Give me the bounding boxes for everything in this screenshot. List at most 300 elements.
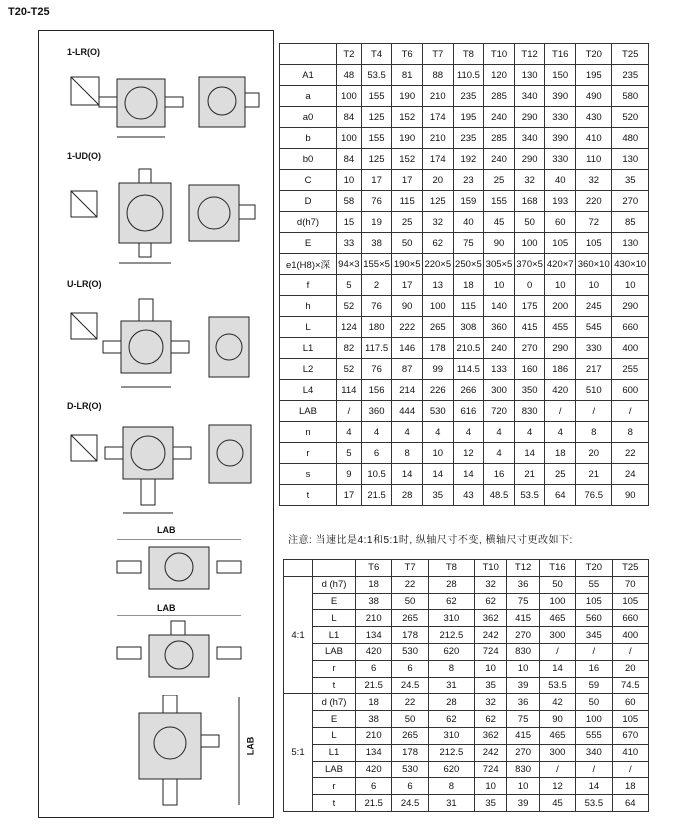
table-cell: 420 xyxy=(356,643,392,660)
table-cell: 120 xyxy=(484,65,515,86)
table-cell: 300 xyxy=(539,744,575,761)
table-cell: 8 xyxy=(428,778,474,795)
table-cell: 362 xyxy=(474,610,506,627)
table-cell: 340 xyxy=(576,744,612,761)
table-row xyxy=(280,233,649,254)
table-cell: 24.5 xyxy=(392,795,428,812)
table-cell: 265 xyxy=(422,317,453,338)
table-cell: 178 xyxy=(392,627,428,644)
table-cell: 100 xyxy=(514,233,545,254)
table-cell: 545 xyxy=(576,317,612,338)
table-cell: 290 xyxy=(545,338,576,359)
table-cell: 178 xyxy=(392,744,428,761)
table-cell: / xyxy=(337,401,362,422)
row-label: b xyxy=(280,128,337,149)
table-cell: 125 xyxy=(361,107,392,128)
table-row xyxy=(280,422,649,443)
table-cell: 133 xyxy=(484,359,515,380)
table-cell: 415 xyxy=(514,317,545,338)
table-cell: 430×10 xyxy=(612,254,649,275)
table-cell: 32 xyxy=(422,212,453,233)
table-cell: / xyxy=(545,401,576,422)
table-cell: 18 xyxy=(453,275,484,296)
table-cell: 82 xyxy=(337,338,362,359)
table-cell: 88 xyxy=(422,65,453,86)
drawing-lab-2 xyxy=(109,615,249,685)
table-cell: 220 xyxy=(576,191,612,212)
table-cell: 25 xyxy=(392,212,423,233)
table-cell: 75 xyxy=(453,233,484,254)
table-cell: 74.5 xyxy=(612,677,648,694)
table-cell: 285 xyxy=(484,86,515,107)
table-cell: 6 xyxy=(361,443,392,464)
table-cell: 200 xyxy=(545,296,576,317)
table-cell: 64 xyxy=(545,485,576,506)
table-cell: 45 xyxy=(484,212,515,233)
table-cell: 84 xyxy=(337,107,362,128)
table-cell: 14 xyxy=(422,464,453,485)
table-cell: 190×5 xyxy=(392,254,423,275)
row-label: n xyxy=(280,422,337,443)
table-cell: 210 xyxy=(356,610,392,627)
table-cell: 155×5 xyxy=(361,254,392,275)
table-cell: 53.5 xyxy=(361,65,392,86)
table-row xyxy=(280,464,649,485)
table-cell: 616 xyxy=(453,401,484,422)
table-cell: 50 xyxy=(514,212,545,233)
table-cell: 21.5 xyxy=(361,485,392,506)
table-cell: 130 xyxy=(612,233,649,254)
table-cell: 50 xyxy=(392,711,428,728)
table-row xyxy=(280,65,649,86)
table-cell: 62 xyxy=(474,711,506,728)
table-cell: 178 xyxy=(422,338,453,359)
table-cell: 32 xyxy=(474,576,506,593)
table-cell: 10 xyxy=(474,778,506,795)
table-cell: 4 xyxy=(484,422,515,443)
table-cell: 530 xyxy=(422,401,453,422)
column-header: T20 xyxy=(576,560,612,577)
table-cell: / xyxy=(576,401,612,422)
table-cell: 32 xyxy=(576,170,612,191)
column-header: T2 xyxy=(337,44,362,65)
table-cell: 105 xyxy=(612,711,648,728)
row-label: E xyxy=(313,711,356,728)
table-row xyxy=(284,694,649,711)
table-cell: 22 xyxy=(392,694,428,711)
table-row xyxy=(280,86,649,107)
row-label: d(h7) xyxy=(280,212,337,233)
table-cell: 4 xyxy=(392,422,423,443)
table-cell: 114.5 xyxy=(453,359,484,380)
table-cell: 60 xyxy=(545,212,576,233)
column-header: T8 xyxy=(453,44,484,65)
table-cell: 195 xyxy=(576,65,612,86)
table-cell: 420 xyxy=(545,380,576,401)
table-cell: 400 xyxy=(612,627,648,644)
drawing-label-1ud: 1-UD(O) xyxy=(67,151,101,161)
table-cell: 48.5 xyxy=(484,485,515,506)
table-cell: 25 xyxy=(545,464,576,485)
table-cell: 114 xyxy=(337,380,362,401)
table-cell: 465 xyxy=(539,610,575,627)
table-cell: 220×5 xyxy=(422,254,453,275)
table-cell: 105 xyxy=(576,593,612,610)
table-cell: 21.5 xyxy=(356,795,392,812)
table-cell: 22 xyxy=(612,443,649,464)
table-cell: 305×5 xyxy=(484,254,515,275)
row-label: LAB xyxy=(313,761,356,778)
table-cell: 720 xyxy=(484,401,515,422)
table-cell: 23 xyxy=(453,170,484,191)
table-cell: 76 xyxy=(361,296,392,317)
table-cell: 84 xyxy=(337,149,362,170)
table-cell: 724 xyxy=(474,761,506,778)
row-label: LAB xyxy=(280,401,337,422)
table-cell: 40 xyxy=(545,170,576,191)
row-label: t xyxy=(313,795,356,812)
row-label: L xyxy=(313,610,356,627)
table-cell: 140 xyxy=(484,296,515,317)
table-cell: 560 xyxy=(576,610,612,627)
table-cell: 33 xyxy=(337,233,362,254)
table-cell: 330 xyxy=(576,338,612,359)
table-cell: 240 xyxy=(484,149,515,170)
table-row xyxy=(284,711,649,728)
table-cell: 168 xyxy=(514,191,545,212)
table-cell: 60 xyxy=(612,694,648,711)
ratio-label: 5:1 xyxy=(284,694,313,812)
table-cell: 330 xyxy=(545,107,576,128)
table-cell: 62 xyxy=(422,233,453,254)
row-label: L1 xyxy=(313,744,356,761)
row-label: r xyxy=(313,778,356,795)
table-cell: 350 xyxy=(514,380,545,401)
table-cell: 242 xyxy=(474,744,506,761)
table-row xyxy=(280,128,649,149)
table-cell: 6 xyxy=(392,660,428,677)
table-cell: 285 xyxy=(484,128,515,149)
table-cell: 8 xyxy=(576,422,612,443)
table-cell: 190 xyxy=(392,128,423,149)
table-cell: 180 xyxy=(361,317,392,338)
table-cell: 115 xyxy=(453,296,484,317)
table-cell: / xyxy=(612,643,648,660)
table-row xyxy=(280,191,649,212)
table-cell: 17 xyxy=(337,485,362,506)
row-label: C xyxy=(280,170,337,191)
table-cell: 36 xyxy=(507,694,539,711)
row-label: L xyxy=(313,727,356,744)
table-cell: 12 xyxy=(539,778,575,795)
column-header: T8 xyxy=(428,560,474,577)
table-cell: 21.5 xyxy=(356,677,392,694)
table-cell: 75 xyxy=(507,593,539,610)
table-cell: 125 xyxy=(361,149,392,170)
row-label: L1 xyxy=(313,627,356,644)
column-header: T16 xyxy=(539,560,575,577)
table-cell: 265 xyxy=(392,610,428,627)
table-cell: 345 xyxy=(576,627,612,644)
table-cell: 212.5 xyxy=(428,744,474,761)
table-cell: 210 xyxy=(356,727,392,744)
table-cell: 8 xyxy=(392,443,423,464)
table-cell: / xyxy=(539,761,575,778)
table-cell: 43 xyxy=(453,485,484,506)
table-cell: 620 xyxy=(428,761,474,778)
table-cell: 212.5 xyxy=(428,627,474,644)
table-cell: 12 xyxy=(453,443,484,464)
row-label: E xyxy=(313,593,356,610)
table-cell: 415 xyxy=(507,727,539,744)
table-cell: 195 xyxy=(453,107,484,128)
table-cell: 125 xyxy=(422,191,453,212)
table-cell: 490 xyxy=(576,86,612,107)
row-label: L xyxy=(280,317,337,338)
row-label: a0 xyxy=(280,107,337,128)
table-row xyxy=(280,107,649,128)
table-cell: 100 xyxy=(576,711,612,728)
table-cell: 5 xyxy=(337,275,362,296)
table-cell: 25 xyxy=(484,170,515,191)
table-cell: 160 xyxy=(514,359,545,380)
column-header: T25 xyxy=(612,44,649,65)
row-label: LAB xyxy=(313,643,356,660)
table-cell: 85 xyxy=(612,212,649,233)
table-cell: 217 xyxy=(576,359,612,380)
table-cell: 362 xyxy=(474,727,506,744)
column-header: T20 xyxy=(576,44,612,65)
table-cell: 62 xyxy=(428,711,474,728)
table-cell: 10 xyxy=(337,170,362,191)
table-cell: 53.5 xyxy=(539,677,575,694)
table-cell: 105 xyxy=(576,233,612,254)
table-cell: 38 xyxy=(356,593,392,610)
drawing-ulr xyxy=(59,291,269,396)
table-cell: 250×5 xyxy=(453,254,484,275)
table-cell: 340 xyxy=(514,128,545,149)
main-dimension-table xyxy=(279,43,649,506)
table-cell: 660 xyxy=(612,317,649,338)
table-cell: 90 xyxy=(612,485,649,506)
table-cell: 28 xyxy=(428,576,474,593)
table-cell: 580 xyxy=(612,86,649,107)
table-cell: 22 xyxy=(392,576,428,593)
table-cell: 600 xyxy=(612,380,649,401)
table-cell: 130 xyxy=(514,65,545,86)
table-row xyxy=(284,677,649,694)
table-cell: 13 xyxy=(422,275,453,296)
corner-cell xyxy=(284,560,313,577)
table-cell: 6 xyxy=(356,660,392,677)
row-label: A1 xyxy=(280,65,337,86)
table-cell: 360 xyxy=(361,401,392,422)
row-label: b0 xyxy=(280,149,337,170)
table-row xyxy=(284,778,649,795)
table-row xyxy=(284,627,649,644)
row-label: s xyxy=(280,464,337,485)
table-cell: 21 xyxy=(514,464,545,485)
table-cell: / xyxy=(576,643,612,660)
table-cell: 35 xyxy=(422,485,453,506)
table-cell: 340 xyxy=(514,86,545,107)
table-cell: 32 xyxy=(474,694,506,711)
table-cell: 420 xyxy=(356,761,392,778)
table-cell: 830 xyxy=(507,643,539,660)
table-cell: 410 xyxy=(576,128,612,149)
table-cell: 210 xyxy=(422,128,453,149)
table-cell: 14 xyxy=(576,778,612,795)
table-cell: 242 xyxy=(474,627,506,644)
table-cell: 420×7 xyxy=(545,254,576,275)
table-cell: 50 xyxy=(539,576,575,593)
table-cell: 110 xyxy=(576,149,612,170)
row-label: t xyxy=(313,677,356,694)
table-cell: 31 xyxy=(428,677,474,694)
table-cell: 266 xyxy=(453,380,484,401)
column-header: T25 xyxy=(612,560,648,577)
row-label: d (h7) xyxy=(313,694,356,711)
table-cell: 10 xyxy=(507,778,539,795)
table-cell: 300 xyxy=(539,627,575,644)
table-cell: 235 xyxy=(612,65,649,86)
table-cell: 87 xyxy=(392,359,423,380)
drawing-lab-1 xyxy=(109,539,249,599)
table-cell: 152 xyxy=(392,149,423,170)
drawing-label-ulr: U-LR(O) xyxy=(67,279,102,289)
table-cell: 94×3 xyxy=(337,254,362,275)
table-cell: 58 xyxy=(337,191,362,212)
table-row xyxy=(280,254,649,275)
table-cell: 20 xyxy=(612,660,648,677)
row-label: a xyxy=(280,86,337,107)
row-label: E xyxy=(280,233,337,254)
row-label: t xyxy=(280,485,337,506)
table-row xyxy=(284,593,649,610)
table-row xyxy=(284,727,649,744)
table-cell: 308 xyxy=(453,317,484,338)
table-cell: 5 xyxy=(337,443,362,464)
table-cell: / xyxy=(612,761,648,778)
table-cell: 105 xyxy=(612,593,648,610)
table-cell: / xyxy=(612,401,649,422)
table-row xyxy=(280,149,649,170)
table-cell: 19 xyxy=(361,212,392,233)
table-cell: 35 xyxy=(474,795,506,812)
row-label: e1(H8)×深 xyxy=(280,254,337,275)
row-label: f xyxy=(280,275,337,296)
table-cell: 105 xyxy=(545,233,576,254)
table-cell: 16 xyxy=(484,464,515,485)
drawing-panel xyxy=(38,30,274,818)
column-header: T7 xyxy=(392,560,428,577)
table-cell: 210 xyxy=(422,86,453,107)
table-cell: 10 xyxy=(545,275,576,296)
table-cell: 110.5 xyxy=(453,65,484,86)
table-cell: 76 xyxy=(361,359,392,380)
table-cell: 10 xyxy=(484,275,515,296)
table-cell: 115 xyxy=(392,191,423,212)
table-row xyxy=(284,660,649,677)
table-cell: 50 xyxy=(576,694,612,711)
table-row xyxy=(284,610,649,627)
table-cell: 222 xyxy=(392,317,423,338)
table-cell: 134 xyxy=(356,744,392,761)
table-row xyxy=(280,359,649,380)
table-cell: 39 xyxy=(507,795,539,812)
table-cell: 210.5 xyxy=(453,338,484,359)
table-cell: 42 xyxy=(539,694,575,711)
table-cell: 15 xyxy=(337,212,362,233)
table-cell: 16 xyxy=(576,660,612,677)
table-row xyxy=(280,443,649,464)
table-row xyxy=(284,795,649,812)
table-cell: 4 xyxy=(514,422,545,443)
table-cell: 64 xyxy=(612,795,648,812)
table-cell: 455 xyxy=(545,317,576,338)
table-cell: 8 xyxy=(612,422,649,443)
table-cell: 24.5 xyxy=(392,677,428,694)
drawing-dlr xyxy=(59,413,269,523)
table-cell: 10 xyxy=(474,660,506,677)
table-cell: 14 xyxy=(514,443,545,464)
table-cell: 35 xyxy=(474,677,506,694)
table-cell: 18 xyxy=(612,778,648,795)
table-cell: 400 xyxy=(612,338,649,359)
table-cell: 18 xyxy=(356,694,392,711)
table-cell: 10 xyxy=(576,275,612,296)
row-label: L2 xyxy=(280,359,337,380)
table-cell: 724 xyxy=(474,643,506,660)
row-label: r xyxy=(313,660,356,677)
table-cell: 24 xyxy=(612,464,649,485)
table-cell: 240 xyxy=(484,338,515,359)
table-cell: 155 xyxy=(361,86,392,107)
table-cell: 17 xyxy=(392,275,423,296)
table-cell: 510 xyxy=(576,380,612,401)
table-cell: 38 xyxy=(356,711,392,728)
table-cell: 390 xyxy=(545,128,576,149)
table-cell: / xyxy=(576,761,612,778)
table-cell: 8 xyxy=(428,660,474,677)
main-header-row xyxy=(280,44,649,65)
table-row xyxy=(284,643,649,660)
table-cell: 390 xyxy=(545,86,576,107)
table-cell: 192 xyxy=(453,149,484,170)
lab-label-3: LAB xyxy=(245,736,256,756)
table-row xyxy=(280,296,649,317)
table-cell: 18 xyxy=(356,576,392,593)
table-cell: 45 xyxy=(539,795,575,812)
table-row xyxy=(280,317,649,338)
table-cell: 174 xyxy=(422,149,453,170)
drawing-1lr xyxy=(59,59,269,149)
table-cell: 100 xyxy=(337,86,362,107)
table-cell: 660 xyxy=(612,610,648,627)
table-row xyxy=(280,401,649,422)
row-label: r xyxy=(280,443,337,464)
table-cell: 235 xyxy=(453,86,484,107)
drawing-label-dlr: D-LR(O) xyxy=(67,401,102,411)
page-title: T20-T25 xyxy=(8,6,50,18)
table-cell: 36 xyxy=(507,576,539,593)
table-cell: 62 xyxy=(428,593,474,610)
corner-cell xyxy=(313,560,356,577)
table-cell: 150 xyxy=(545,65,576,86)
column-header: T6 xyxy=(392,44,423,65)
table-cell: 159 xyxy=(453,191,484,212)
table-cell: 40 xyxy=(453,212,484,233)
